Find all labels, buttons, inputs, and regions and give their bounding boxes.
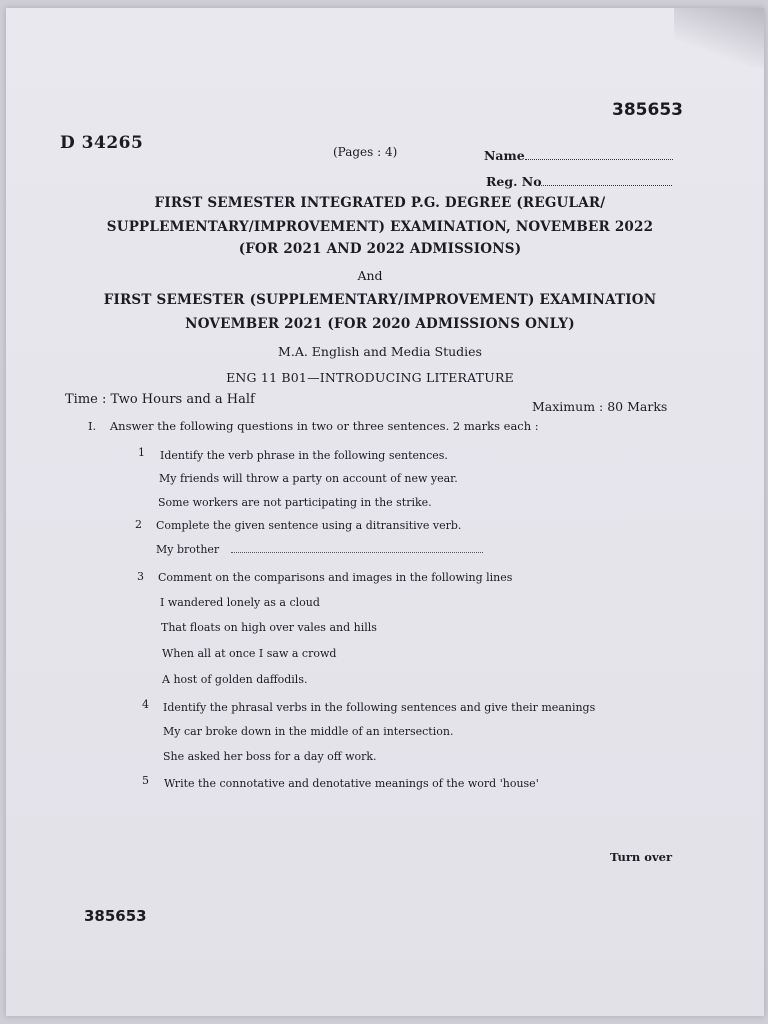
question-number: 3	[137, 570, 144, 583]
paper-corner-shadow	[674, 8, 764, 68]
name-label: Name	[484, 148, 525, 163]
time-allowed: Time : Two Hours and a Half	[65, 392, 255, 407]
section-instruction-text: Answer the following questions in two or three sentences. 2 marks each :	[109, 419, 539, 433]
question-line-text: My brother	[156, 543, 220, 556]
poem-line: That floats on high over vales and hills	[161, 621, 377, 634]
question-text: Write the connotative and denotative meanings of the word 'house'	[164, 777, 539, 790]
question-text: Complete the given sentence using a ditransitive verb.	[156, 519, 462, 532]
question-line: My friends will throw a party on account of new year.	[159, 472, 458, 485]
reg-no-field[interactable]	[538, 174, 672, 186]
paper-title: ENG 11 B01—INTRODUCING LITERATURE	[226, 370, 514, 385]
question-line: My car broke down in the middle of an intersection.	[163, 725, 454, 738]
exam-title-line-2: SUPPLEMENTARY/IMPROVEMENT) EXAMINATION, NOVEMBER 2022	[106, 219, 654, 235]
exam-title-line-3: (FOR 2021 AND 2022 ADMISSIONS)	[238, 241, 522, 257]
question-text: Comment on the comparisons and images in the following lines	[158, 571, 513, 584]
answer-blank	[231, 543, 483, 553]
turn-over-note: Turn over	[610, 850, 673, 864]
question-text: Identify the phrasal verbs in the following sentences and give their meanings	[163, 701, 596, 714]
name-field[interactable]	[525, 148, 673, 160]
question-number: 2	[135, 518, 142, 531]
course-name: M.A. English and Media Studies	[278, 344, 482, 359]
question-number: 1	[138, 446, 145, 459]
poem-line: I wandered lonely as a cloud	[160, 596, 320, 609]
question-number: 4	[142, 698, 149, 711]
exam-title-line-1: FIRST SEMESTER INTEGRATED P.G. DEGREE (REGULAR/	[154, 195, 606, 211]
poem-line: When all at once I saw a crowd	[162, 647, 337, 660]
question-line	[156, 543, 483, 556]
and-connector: And	[357, 268, 383, 283]
paper-code: D 34265	[60, 133, 144, 153]
serial-number-bottom: 385653	[84, 907, 147, 925]
serial-number-top: 385653	[612, 100, 683, 120]
question-text: Identify the verb phrase in the following sentences.	[160, 449, 448, 462]
section-number: I.	[88, 419, 97, 433]
poem-line: A host of golden daffodils.	[162, 673, 308, 686]
maximum-marks: Maximum : 80 Marks	[532, 399, 668, 414]
question-line: Some workers are not participating in the strike.	[158, 496, 432, 509]
question-number: 5	[142, 774, 149, 787]
exam-title-line-4: FIRST SEMESTER (SUPPLEMENTARY/IMPROVEMENT) EXAMINATION	[103, 292, 657, 308]
question-line: She asked her boss for a day off work.	[163, 750, 377, 763]
exam-title-line-5: NOVEMBER 2021 (FOR 2020 ADMISSIONS ONLY)	[185, 316, 575, 332]
section-instruction	[88, 419, 539, 433]
page-count: (Pages : 4)	[333, 145, 398, 159]
reg-no-label: Reg. No	[486, 174, 542, 189]
